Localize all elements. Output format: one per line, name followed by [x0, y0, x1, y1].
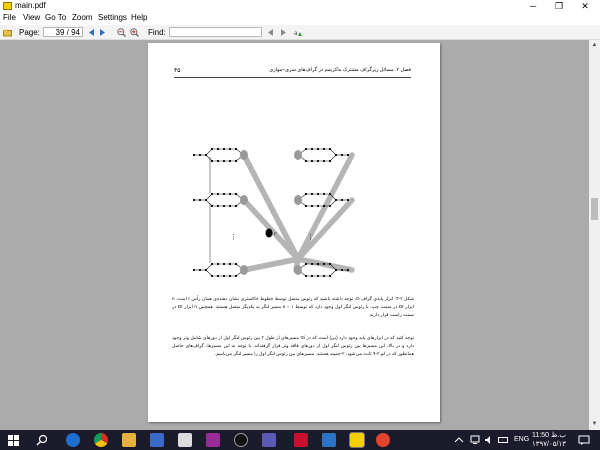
edge-icon[interactable] — [66, 433, 80, 447]
photos-icon[interactable] — [322, 433, 336, 447]
gadget-edge — [330, 155, 336, 161]
gadget-node — [217, 193, 219, 195]
chrome-icon[interactable] — [94, 433, 108, 447]
gadget-node — [305, 160, 307, 162]
file-explorer-icon[interactable] — [122, 433, 136, 447]
gadget-node — [211, 263, 213, 265]
gadget-node — [305, 205, 307, 207]
gadget-node — [217, 205, 219, 207]
gadget-node — [317, 263, 319, 265]
scroll-up-icon[interactable]: ▲ — [591, 42, 598, 48]
find-previous-icon[interactable] — [266, 28, 275, 37]
acrobat-icon[interactable] — [294, 433, 308, 447]
gadget-node — [311, 160, 313, 162]
open-folder-icon[interactable] — [3, 28, 12, 37]
find-input[interactable] — [169, 27, 262, 37]
menu-file[interactable]: File — [3, 13, 16, 22]
sumatra-taskbar-icon[interactable] — [350, 433, 364, 447]
gadget-node — [329, 160, 331, 162]
zoom-out-icon[interactable] — [117, 28, 126, 37]
taskbar — [0, 430, 600, 450]
gadget-node — [317, 160, 319, 162]
gadget-node — [217, 160, 219, 162]
gadget-node — [335, 269, 337, 271]
page-header-title: فصل ۲. مسائل زیرگراف مشترک ماکزیمم در گراف‌های سری–موازی — [269, 67, 411, 73]
app-icon-purple[interactable] — [262, 433, 276, 447]
close-button[interactable]: ✕ — [581, 1, 589, 11]
gadget-node — [335, 199, 337, 201]
clock-time[interactable]: 11:50 ب.ظ — [532, 432, 566, 439]
gadget-node — [305, 193, 307, 195]
gadget-node — [305, 148, 307, 150]
gadget-node — [235, 148, 237, 150]
gadget-node — [329, 263, 331, 265]
left-ellipsis: ⋮ — [230, 233, 237, 241]
network-icon[interactable] — [470, 435, 480, 445]
store-icon[interactable] — [150, 433, 164, 447]
match-case-icon[interactable] — [294, 28, 303, 37]
gadget-node — [323, 205, 325, 207]
gadget-node — [311, 275, 313, 277]
gadget-edge — [206, 149, 212, 155]
gadget-node — [329, 193, 331, 195]
gadget-node — [323, 193, 325, 195]
gadget-edge — [330, 270, 336, 276]
gadget-node — [229, 263, 231, 265]
xbox-icon[interactable] — [234, 433, 248, 447]
pixel-app-icon[interactable] — [376, 433, 390, 447]
gadget-node — [311, 263, 313, 265]
gadget-node — [217, 263, 219, 265]
sumatra-app-icon — [3, 2, 12, 10]
gadget-node — [223, 160, 225, 162]
gadget-node — [329, 148, 331, 150]
gadget-node — [311, 193, 313, 195]
gadget-node — [199, 199, 201, 201]
page-number: ۴۵ — [174, 68, 181, 74]
menu-view[interactable]: View — [23, 13, 41, 22]
svg-text:a: a — [294, 30, 298, 37]
gadget-node — [205, 154, 207, 156]
gadget-node — [199, 154, 201, 156]
gadget-node — [205, 199, 207, 201]
vertex-label-r: r — [274, 231, 277, 237]
zoom-in-icon[interactable] — [130, 28, 139, 37]
maximize-button[interactable]: ❐ — [554, 1, 564, 11]
clock-date[interactable]: ۱۳۹۷/۰۵/۱۳ — [532, 441, 566, 448]
menu-settings[interactable]: Settings — [98, 13, 127, 22]
gadget-edge — [206, 155, 212, 161]
menu-bar — [0, 12, 600, 24]
right-ellipsis: ⋮ — [307, 233, 314, 241]
find-label: Find: — [148, 28, 166, 37]
gadget-node — [235, 193, 237, 195]
vertical-scrollbar[interactable] — [589, 40, 600, 430]
gadget-node — [217, 275, 219, 277]
toolbar — [0, 25, 600, 40]
body-paragraph: توجه کنید که در ابزارهای پایه وجود دارد (بی) است که در Gi مسیرهای از طول ۲ بین رئوس لنگر اول از دورهای شامل وتر وجود دارد و در بالا، این مسیرها بین رئوس لنگر اول از دورهای فاقد وتر قرار گرفته‌اند. با توجه به این مسیرها، گراف‌های حاصل همانطور که در لم ۲-۹ ثابت می‌شود، ۲-جمیند هستند. مسیرهای بین رئوس لنگر اول را مسیر لنگر می‌نامیم. — [172, 335, 414, 357]
title-bar — [0, 0, 600, 12]
gadget-node — [229, 148, 231, 150]
gadget-node — [211, 193, 213, 195]
notification-icon[interactable] — [578, 434, 590, 446]
gadget-edge — [330, 149, 336, 155]
menu-help[interactable]: Help — [131, 13, 148, 22]
gadget-node — [229, 275, 231, 277]
gadget-edge — [206, 264, 212, 270]
gadget-node — [235, 275, 237, 277]
minimize-button[interactable]: ─ — [529, 1, 537, 11]
gadget-node — [223, 148, 225, 150]
gadget-node — [341, 154, 343, 156]
gadget-node — [317, 148, 319, 150]
gadget-node — [235, 160, 237, 162]
gadget-node — [329, 205, 331, 207]
gadget-node — [311, 148, 313, 150]
gadget-node — [347, 154, 349, 156]
page-label: Page: — [19, 28, 40, 37]
gadget-node — [323, 263, 325, 265]
tray-chevron-icon[interactable] — [454, 435, 464, 445]
figure-caption: شکل ۲-۳: ابزار پایه‌ی گراف G، توجه داشته باشید که رئوس متصل توسط خطوط خاکستری نشان دهنده‌ی همان رأس r است. n ابزار Dr در سمت چپ، با رئوس لنگر اول وجود دارد که توسط n − ۱ مسیر لنگر به یکدیگر متصل هستند. همچنین n ابزار Dr در سمت راست قرار دارند. — [172, 296, 414, 318]
gadget-node — [317, 193, 319, 195]
keyboard-icon[interactable] — [498, 435, 508, 445]
menu-go-to[interactable]: Go To — [45, 13, 67, 22]
mail-icon[interactable] — [178, 433, 192, 447]
gadget-node — [317, 205, 319, 207]
gadget-node — [341, 269, 343, 271]
find-next-icon[interactable] — [279, 28, 288, 37]
gadget-node — [205, 269, 207, 271]
window-title: main.pdf — [15, 1, 46, 10]
gadget-node — [229, 160, 231, 162]
gadget-node — [317, 275, 319, 277]
gadget-edge — [206, 270, 212, 276]
previous-page-icon[interactable] — [87, 28, 96, 37]
gadget-node — [323, 275, 325, 277]
gadget-node — [311, 205, 313, 207]
gadget-node — [211, 148, 213, 150]
gadget-node — [229, 205, 231, 207]
menu-zoom[interactable]: Zoom — [72, 13, 93, 22]
gadget-node — [223, 275, 225, 277]
gadget-node — [211, 205, 213, 207]
gadget-node — [223, 193, 225, 195]
gadget-node — [223, 205, 225, 207]
gadget-node — [199, 269, 201, 271]
gadget-node — [305, 275, 307, 277]
gadget-node — [335, 154, 337, 156]
volume-icon[interactable] — [484, 435, 494, 445]
pdf-page — [148, 43, 440, 422]
gadget-node — [323, 160, 325, 162]
gadget-node — [211, 160, 213, 162]
gadget-node — [347, 269, 349, 271]
gadget-node — [347, 199, 349, 201]
gadget-node — [193, 269, 195, 271]
gadget-node — [223, 263, 225, 265]
gadget-node — [235, 263, 237, 265]
scroll-thumb[interactable] — [591, 198, 598, 220]
language-indicator[interactable]: ENG — [514, 436, 530, 443]
scroll-down-icon[interactable]: ▼ — [591, 421, 598, 427]
next-page-icon[interactable] — [98, 28, 107, 37]
gadget-edge — [206, 194, 212, 200]
media-icon[interactable] — [206, 433, 220, 447]
gadget-node — [217, 148, 219, 150]
gadget-edge — [206, 200, 212, 206]
page-number-input[interactable]: 39 / 94 — [43, 27, 83, 37]
gadget-node — [323, 148, 325, 150]
search-icon[interactable] — [36, 434, 48, 446]
gadget-node — [193, 154, 195, 156]
gadget-node — [229, 193, 231, 195]
gadget-node — [341, 199, 343, 201]
gadget-node — [193, 199, 195, 201]
gadget-node — [329, 275, 331, 277]
gadget-node — [211, 275, 213, 277]
windows-start-icon[interactable] — [8, 435, 19, 446]
gadget-figure — [148, 43, 440, 422]
gadget-node — [235, 205, 237, 207]
gadget-node — [305, 263, 307, 265]
